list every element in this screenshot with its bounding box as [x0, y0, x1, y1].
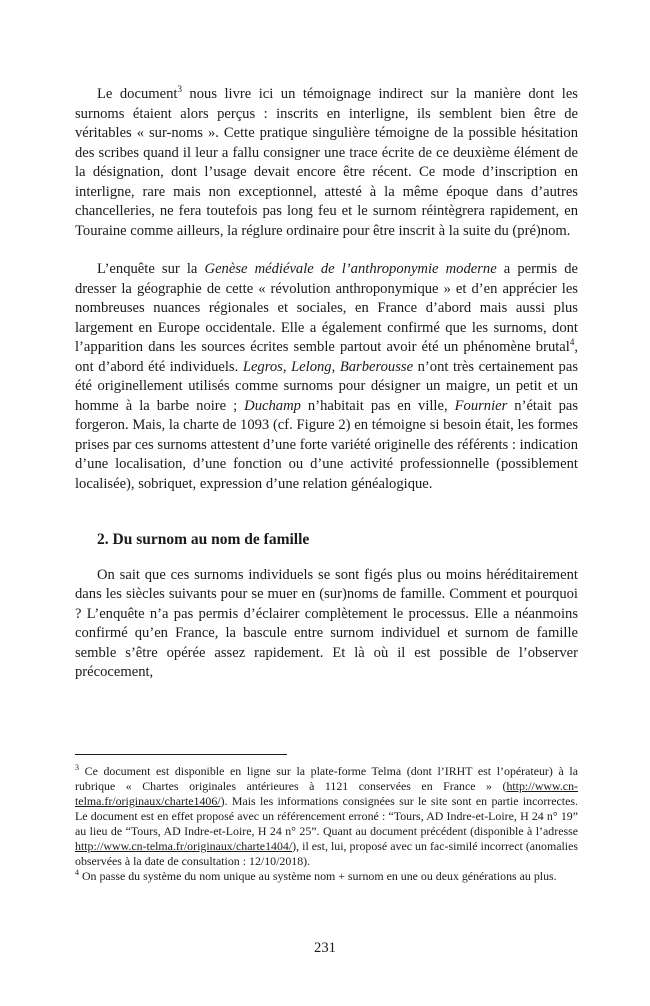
text-span: , [282, 358, 292, 375]
surname-example: Barberousse [339, 358, 414, 375]
telma-link-charte1406[interactable]: http://www.cn-telma.fr/originaux/charte1406/ [75, 779, 578, 808]
text-span: n’ont très certainement pas été originellement utilisés comme surnoms pour désigner un maigre, un petit et un homme à la barbe noire ; [75, 358, 579, 414]
paragraph-2 [75, 260, 578, 494]
footnote-mark: 3 [75, 763, 79, 773]
paragraph-3: On sait que ces surnoms individuels se sont figés plus ou moins héréditairement dans les siècles suivants pour se muer en (sur)noms de famille. Comment et pourquoi ? L’enquête n’a pas permis d’éclairer complètement le processus. Elle a néanmoins confirmé qu’en France, la bascule entre surnom individuel et surnom de famille semble s’être opérée assez rapidement. Et là où il est possible de l’observer précocement, [75, 566, 578, 680]
footnote-mark: 4 [75, 868, 79, 878]
main-text [75, 85, 578, 683]
footnote-3 [75, 764, 578, 869]
surname-example: Fournier [454, 397, 508, 414]
text-span: ). Mais les informations consignées sur le site sont en partie incorrectes. Le document est en effet proposé avec un référencement erroné : “Tours, AD Indre-et-Loire, H 24 n° 19” au lieu de “Tours, AD Indre-et-Loire, H 24 n° 25”. Quant au document précédent (disponible à l’adresse [75, 794, 578, 838]
surname-example: Duchamp [244, 397, 301, 414]
footnote-4 [75, 869, 578, 884]
text-span: On passe du système du nom unique au système nom + surnom en une ou deux générations au plus. [79, 869, 557, 883]
text-span: L’enquête sur la [97, 261, 205, 277]
page-number: 231 [314, 940, 336, 956]
text-span: ), il est, lui, proposé avec un fac-similé incorrect (anomalies observées à la date de consultation : 12/10/2018). [75, 839, 578, 868]
footnotes [75, 764, 578, 884]
text-span: Le document [97, 86, 178, 102]
text-span: a permis de dresser la géographie de cette « révolution anthroponymique » et d’en apprécier les nombreuses nuances régionales et sociales, en France d’abord mais aussi plus largement en Europe occidentale. Elle a également confirmé que les surnoms, dont l’apparition dans les sources écrites semble partout avoir été un phénomène brutal [75, 261, 578, 355]
telma-link-charte1404[interactable]: http://www.cn-telma.fr/originaux/charte1404/ [75, 839, 293, 853]
surname-example: Legros [242, 358, 283, 375]
text-span: n’habitait pas en ville, [300, 397, 455, 414]
text-span: Ce document est disponible en ligne sur la plate-forme Telma (dont l’IRHT est l’opérateur) à la rubrique « Chartes originales antérieures à 1121 conservées en France » ( [75, 764, 578, 793]
footnote-separator [75, 754, 287, 755]
text-span: nous livre ici un témoignage indirect sur la manière dont les surnoms étaient alors perçus : inscrits en interligne, ils semblent bien être de véritables « sur-noms ». Cette pratique singulière témoigne de la possible hésitation des scribes quand il leur a fallu consigner une trace écrite de ce deuxième élément de la désignation, dont l’usage devait encore être récent. Ce mode d’inscription en interligne, rare mais non exceptionnel, attesté à la même époque dans d’autres chancelleries, ne fera toutefois pas long feu et le surnom réintègrera rapidement, en Touraine comme ailleurs, la réglure ordinaire pour être inscrit à la suite du (pré)nom. [75, 86, 578, 239]
work-title: Genèse médiévale de l’anthroponymie moderne [204, 261, 497, 277]
section-heading: 2. Du surnom au nom de famille [97, 531, 310, 548]
paragraph-1 [75, 85, 578, 241]
text-span: n’était pas forgeron. Mais, la charte de 1093 (cf. Figure 2) en témoigne si besoin était, les formes prises par ces surnoms attestent d’une forte variété originelle des référents : indication d’une localisation, d’une fonction ou d’une activité professionnelle (possiblement localisée), sobriquet, expression d’une relation généalogique. [75, 397, 579, 492]
text-span: , ont d’abord été individuels. [75, 339, 578, 375]
surname-example: Lelong [291, 358, 332, 375]
footnote-ref-3[interactable]: 3 [177, 84, 182, 95]
footnote-ref-4[interactable]: 4 [569, 337, 575, 348]
text-span: , [331, 358, 340, 375]
